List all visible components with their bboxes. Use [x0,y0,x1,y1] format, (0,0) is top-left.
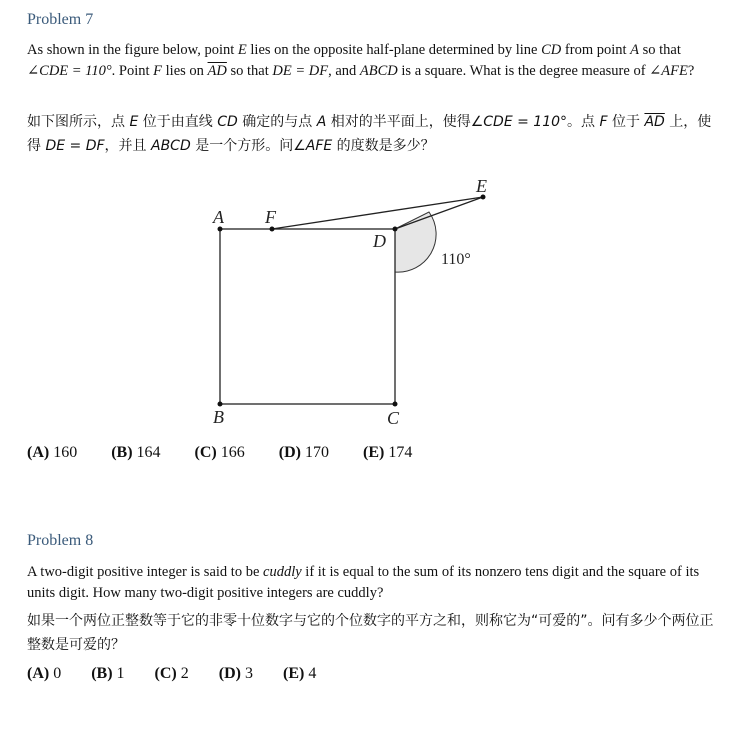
text-run: 如下图所示，点 [27,114,130,130]
math-text: F [153,63,163,79]
math-text: cuddly [263,564,302,580]
choice: (D) 3 [218,665,253,682]
text-run: lies on the opposite half-plane determined by line [246,42,542,58]
math-text: CD [541,42,562,58]
problem-8-title: Problem 8 [27,532,94,549]
math-text: CD [217,114,238,130]
math-text: ABCD [151,138,191,154]
math-text: ∠CDE = 110° [470,114,568,130]
text-run: so that [639,42,681,58]
square-abcd [220,229,395,404]
math-text: E [129,114,139,130]
problem-8-text-zh [27,609,717,657]
label-a: A [213,207,224,227]
math-text: ∠AFE [649,63,688,79]
text-run: 是一个方形。问 [190,138,294,154]
point-f [270,227,275,232]
text-run: 位于由直线 [138,114,218,130]
choice: (C) 2 [154,665,189,682]
math-text: ABCD [359,63,398,79]
problem-7-title: Problem 7 [27,11,94,28]
problem-8-text-en [27,562,717,604]
text-run: As shown in the figure below, point [27,42,238,58]
text-run: ，并且 [104,138,151,154]
label-b: B [213,407,224,427]
segment-de [395,197,483,229]
text-run: 位于 [607,114,645,130]
choice: (C) 166 [194,444,245,461]
math-text: DE = DF [45,138,105,154]
problem-7-choices [27,444,412,462]
label-f: F [265,207,276,227]
segment-fe [272,197,483,229]
choice: (B) 1 [91,665,125,682]
angle-label: 110° [441,251,471,268]
point-d [393,227,398,232]
text-run: is a square. What is the degree measure of [397,63,650,79]
math-text: $\overline{AD}$ [644,114,665,130]
math-text: $\overline{AD}$ [207,63,227,79]
choice: (E) 174 [362,444,413,461]
math-text: A [630,42,640,58]
text-run: 。点 [567,114,600,130]
label-d: D [373,231,386,251]
choice: (D) 170 [278,444,329,461]
point-c [393,402,398,407]
text-run: so that [226,63,273,79]
text-run: from point [561,42,631,58]
math-text: ∠CDE = 110° [27,63,112,79]
point-b [218,402,223,407]
math-text: ∠AFE [293,138,333,154]
choice: (B) 164 [111,444,161,461]
point-a [218,227,223,232]
text-run: ? [687,63,695,79]
math-text: E [237,42,247,58]
label-e: E [476,176,487,196]
text-run: lies on [162,63,208,79]
math-text: DE = DF [272,63,329,79]
text-run: . Point [111,63,154,79]
text-run: 如果一个两位正整数等于它的非零十位数字与它的个位数字的平方之和，则称它为“可爱的”。问有多少个两位正整数是可爱的？ [27,613,714,653]
text-run: 的度数是多少？ [332,138,435,154]
choice: (A) 0 [27,665,62,682]
text-run: 确定的与点 [237,114,317,130]
text-run: A two-digit positive integer is said to be [27,564,264,580]
text-run: if it is equal to the sum of its nonzero tens digit and the square of its units digit. How many two-digit positive integers are cuddly? [27,564,700,601]
choice: (A) 160 [27,444,78,461]
math-text: F [599,114,608,130]
text-run: 上，使得 [27,114,712,154]
problem-8-choices [27,665,316,683]
choice: (E) 4 [282,665,317,682]
math-text: A [316,114,327,130]
label-c: C [387,408,400,428]
text-run: , and [328,63,360,79]
text-run: 相对的半平面上，使得 [326,114,471,130]
